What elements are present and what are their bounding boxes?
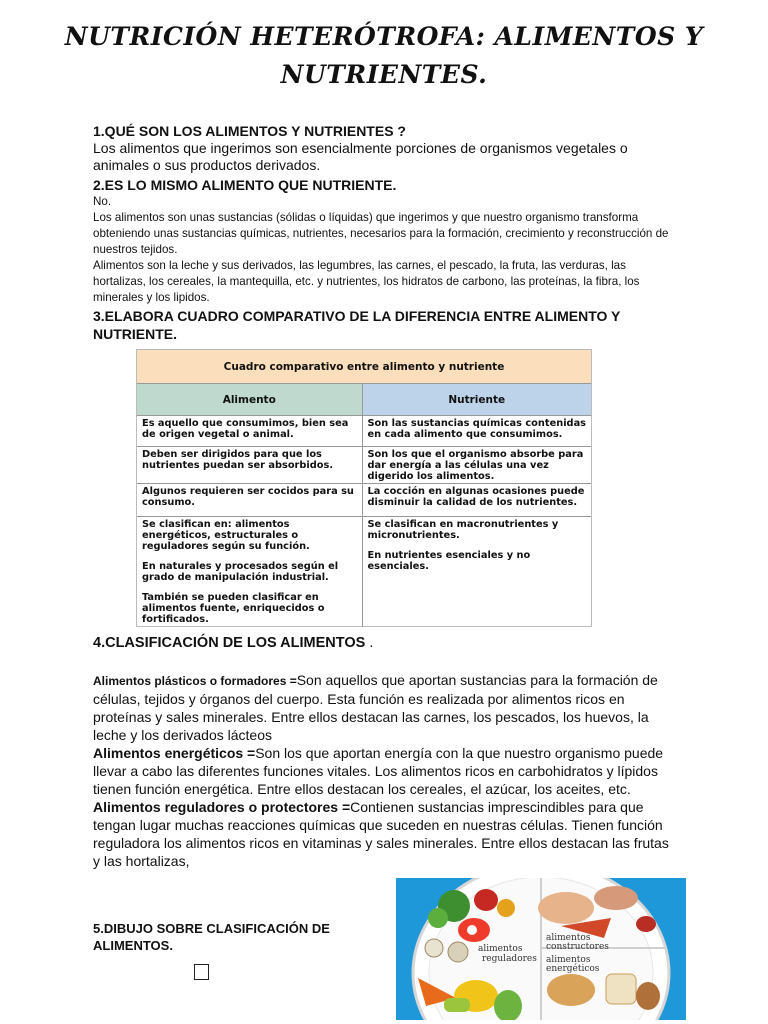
label-reguladores-1: alimentos — [478, 944, 523, 954]
q1-answer: Los alimentos que ingerimos son esencialmente porciones de organismos vegetales o animales o sus productos derivados. — [93, 140, 628, 173]
plasticos-label: Alimentos plásticos o formadores = — [93, 674, 297, 688]
q4-heading-text: 4.CLASIFICACIÓN DE LOS ALIMENTOS — [93, 635, 366, 651]
q2-no: No. — [93, 195, 112, 208]
cell-nutriente: Son las sustancias químicas contenidas en cada alimento que consumimos. — [367, 418, 587, 440]
cell-text: También se pueden clasificar en alimentos fuente, enriquecidos o fortificados. — [142, 592, 325, 625]
cell-alimento: Deben ser dirigidos para que los nutrientes puedan ser absorbidos. — [137, 447, 363, 483]
cell-text: En nutrientes esenciales y no esenciales. — [367, 550, 531, 572]
section-4 — [93, 634, 675, 870]
energeticos-label: Alimentos energéticos = — [93, 745, 256, 761]
table-row — [137, 517, 591, 627]
cell-nutriente: Son los que el organismo absorbe para dar energía a las células una vez digerido los alimentos. — [367, 449, 584, 482]
q1-heading: 1.QUÉ SON LOS ALIMENTOS Y NUTRIENTES ? — [93, 123, 406, 139]
cell-nutriente: La cocción en algunas ocasiones puede disminuir la calidad de los nutrientes. — [367, 486, 585, 508]
q2-paragraph-2: Alimentos son la leche y sus derivados, las legumbres, las carnes, el pescado, la fruta, las verduras, las hortalizas, los cereales, la mantequilla, etc. y nutrientes, los hidratos de carbono, las proteínas, la fibra, los minerales y los lipidos. — [93, 259, 640, 304]
table-title: Cuadro comparativo entre alimento y nutriente — [137, 350, 591, 384]
q4-heading — [93, 634, 675, 652]
label-energeticos-2: energéticos — [546, 964, 600, 974]
header-nutriente: Nutriente — [363, 384, 592, 415]
plasticos-text: Son aquellos que aportan sustancias para la formación de células, tejidos y órganos del cuerpo. Esta función es realizada por alimentos ricos en proteínas y sales minerales. Entre ellos destacan las carnes, los pescados, los huevos, la leche y los derivados lácteos — [93, 672, 658, 743]
q4-heading-suffix: . — [365, 635, 374, 651]
table-header — [137, 384, 591, 416]
q3-heading: 3.ELABORA CUADRO COMPARATIVO DE LA DIFERENCIA ENTRE ALIMENTO Y NUTRIENTE. — [93, 308, 621, 342]
q2-paragraph-1: Los alimentos son unas sustancias (sólidas o líquidas) que ingerimos y que nuestro organismo transforma obteniendo unas sustancias químicas, nutrientes, necesarios para la formación, crecimiento y reconstrucción de nuestros tejidos. — [93, 211, 669, 256]
cell-text: Se clasifican en: alimentos energéticos, estructurales o reguladores según su función. — [142, 519, 310, 552]
reguladores-label: Alimentos reguladores o protectores = — [93, 799, 351, 815]
plate-illustration — [396, 878, 686, 1020]
q5-heading: 5.DIBUJO SOBRE CLASIFICACIÓN DE ALIMENTOS. — [93, 921, 330, 953]
cell-alimento: Es aquello que consumimos, bien sea de origen vegetal o animal. — [137, 416, 363, 446]
page-title: NUTRICIÓN HETERÓTROFA: ALIMENTOS Y NUTRIENTES. — [64, 22, 704, 89]
header-alimento: Alimento — [137, 384, 363, 415]
q2-heading: 2.ES LO MISMO ALIMENTO QUE NUTRIENTE. — [93, 177, 397, 193]
food-plate-image — [396, 878, 686, 1020]
cell-alimento — [137, 517, 363, 627]
table-row — [137, 484, 591, 517]
table-row — [137, 447, 591, 484]
label-constructores-1: alimentos — [546, 933, 591, 943]
label-energeticos-1: alimentos — [546, 955, 591, 965]
table-row — [137, 416, 591, 447]
document-body — [93, 122, 673, 343]
cell-text: Se clasifican en macronutrientes y micronutrientes. — [367, 519, 559, 541]
comparison-table — [136, 349, 592, 627]
label-reguladores-2: reguladores — [482, 954, 537, 964]
cell-alimento: Algunos requieren ser cocidos para su consumo. — [137, 484, 363, 516]
energeticos-paragraph — [93, 744, 675, 798]
cell-text: En naturales y procesados según el grado de manipulación industrial. — [142, 561, 339, 583]
reguladores-paragraph — [93, 798, 675, 870]
label-constructores-2: constructores — [546, 942, 609, 952]
energeticos-text: Son los que aportan energía con la que nuestro organismo puede llevar a cabo las diferentes funciones vitales. Los alimentos ricos en carbohidratos y lípidos tienen función energética. Entre ellos destacan los cereales, el azúcar, los aceites, etc. — [93, 745, 664, 797]
reguladores-text: Contienen sustancias imprescindibles para que tengan lugar muchas reacciones químicas que suceden en nuestras células. Tienen función reguladora los alimentos ricos en vitaminas y sales minerales. Entre ellos destacan las frutas y las hortalizas, — [93, 799, 669, 869]
checkbox-icon — [194, 964, 209, 980]
cell-nutriente — [363, 517, 592, 627]
section-5 — [93, 920, 373, 954]
plasticos-paragraph — [93, 671, 675, 744]
